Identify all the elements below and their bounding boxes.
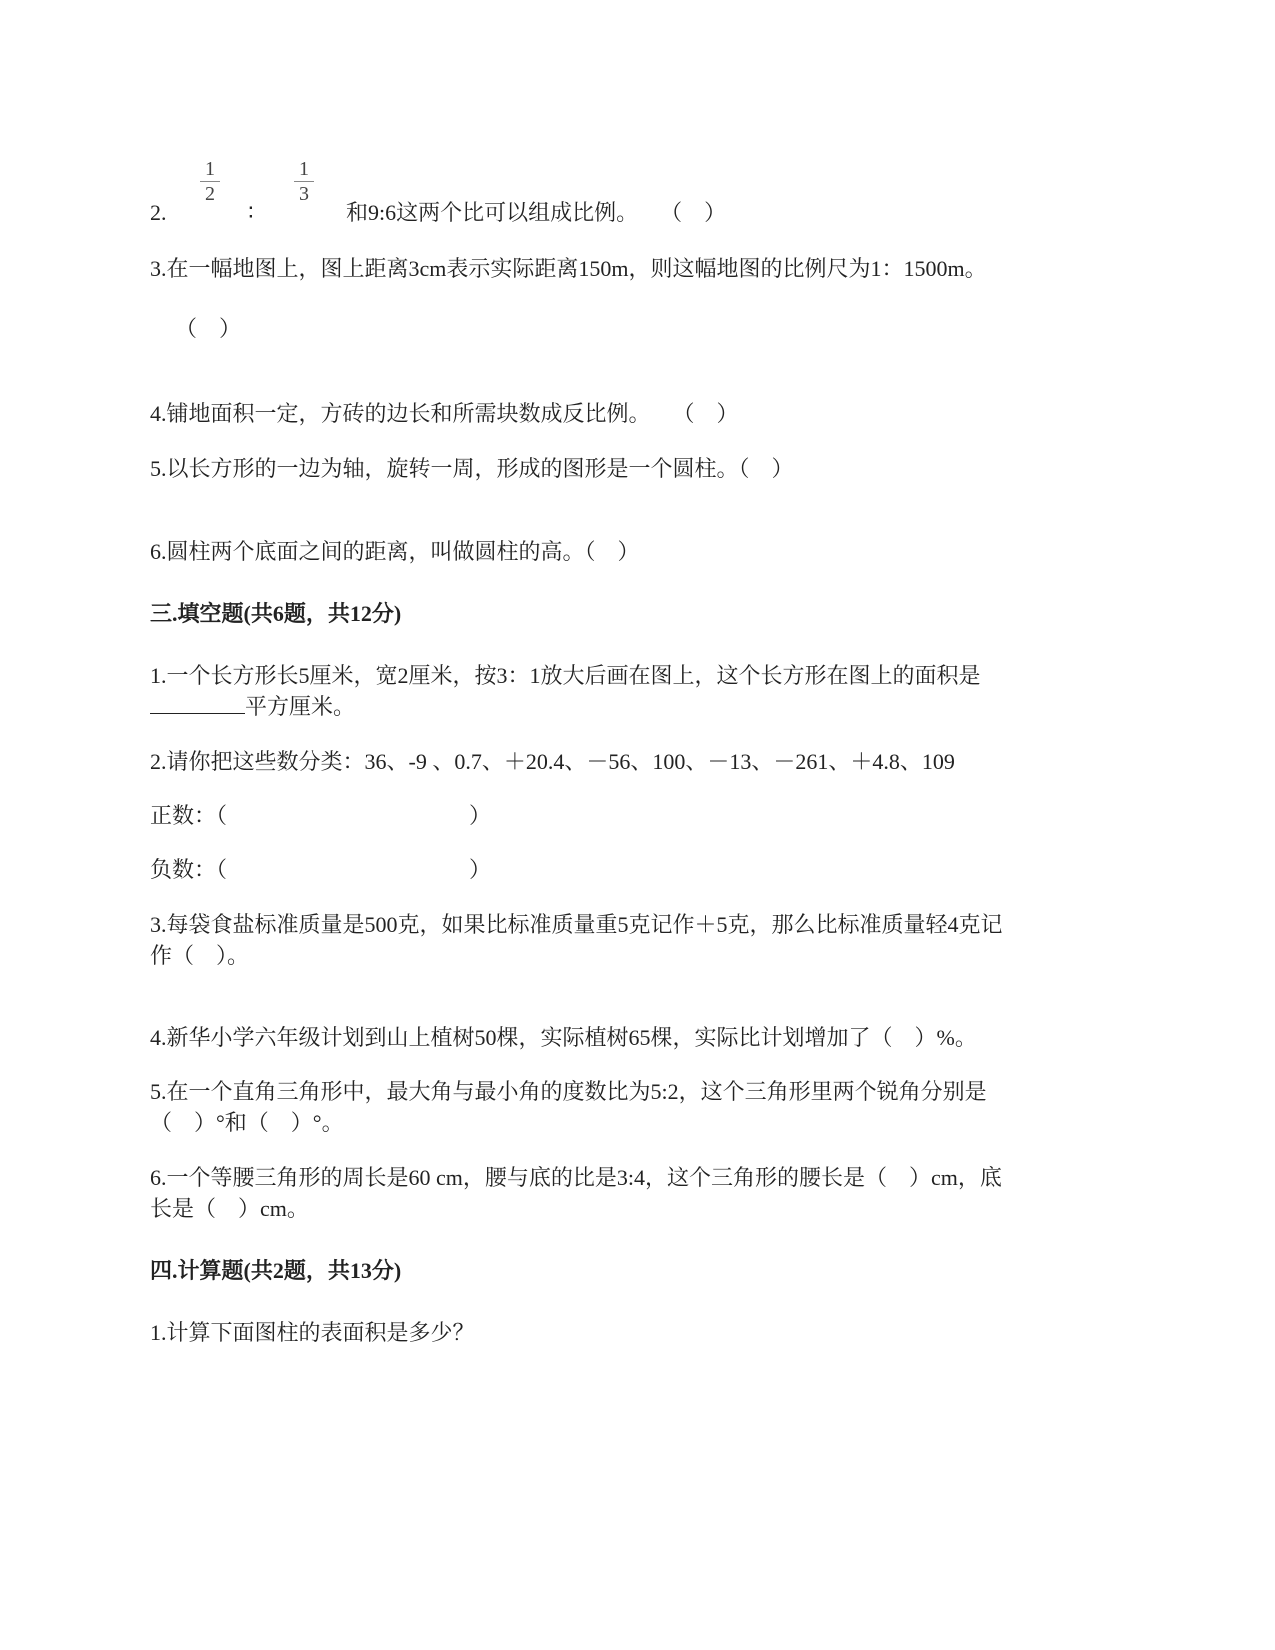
question-3-text: 3.在一幅地图上，图上距离3cm表示实际距离150m，则这幅地图的比例尺为1：1500m。 [150,256,987,281]
fraction-denominator: 2 [205,183,215,205]
section-3-heading: 三.填空题(共6题，共12分) [150,601,402,626]
fraction-bar [200,181,220,182]
calc-1-text: 1.计算下面图柱的表面积是多少？ [150,1320,475,1345]
fraction-one-half [200,158,220,205]
question-3-answer-paren: （ ） [175,316,242,341]
question-2-number: 2. [150,200,167,225]
fraction-numerator: 1 [299,158,309,180]
ratio-colon: ∶ [248,200,254,225]
fraction-bar [294,181,314,182]
section-4-heading: 四.计算题(共2题，共13分) [150,1258,402,1283]
fraction-denominator: 3 [299,183,309,205]
question-4-text: 4.铺地面积一定，方砖的边长和所需块数成反比例。 （ ） [150,401,739,426]
fill-1-unit: 平方厘米。 [245,694,356,719]
fill-1-line-1: 1.一个长方形长5厘米，宽2厘米，按3：1放大后画在图上，这个长方形在图上的面积是 [150,663,981,688]
fraction-numerator: 1 [205,158,215,180]
fill-5-line-2: （ ）°和（ ）°。 [150,1110,344,1135]
question-2-text: 和9:6这两个比可以组成比例。 （ ） [346,200,727,225]
fill-2-positive: 正数：（ ） [150,803,492,828]
question-5-text: 5.以长方形的一边为轴，旋转一周，形成的图形是一个圆柱。（ ） [150,456,794,481]
fill-5-line-1: 5.在一个直角三角形中，最大角与最小角的度数比为5:2，这个三角形里两个锐角分别是 [150,1079,987,1104]
fill-6-line-1: 6.一个等腰三角形的周长是60 cm，腰与底的比是3:4，这个三角形的腰长是（ ）cm，底 [150,1165,1002,1190]
fill-1-line-2 [150,692,355,722]
fraction-one-third [294,158,314,205]
fill-2-text: 2.请你把这些数分类：36、-9 、0.7、＋20.4、－56、100、－13、－261、＋4.8、109 [150,749,955,774]
fill-3-line-2: 作（ ）。 [150,943,250,968]
fill-2-negative: 负数：（ ） [150,857,492,882]
question-6-text: 6.圆柱两个底面之间的距离，叫做圆柱的高。（ ） [150,539,640,564]
fill-3-line-1: 3.每袋食盐标准质量是500克，如果比标准质量重5克记作＋5克，那么比标准质量轻4克记 [150,912,1003,937]
fill-6-line-2: 长是（ ）cm。 [150,1196,309,1221]
answer-blank [150,693,245,714]
fill-4-text: 4.新华小学六年级计划到山上植树50棵，实际植树65棵，实际比计划增加了（ ）%。 [150,1025,977,1050]
